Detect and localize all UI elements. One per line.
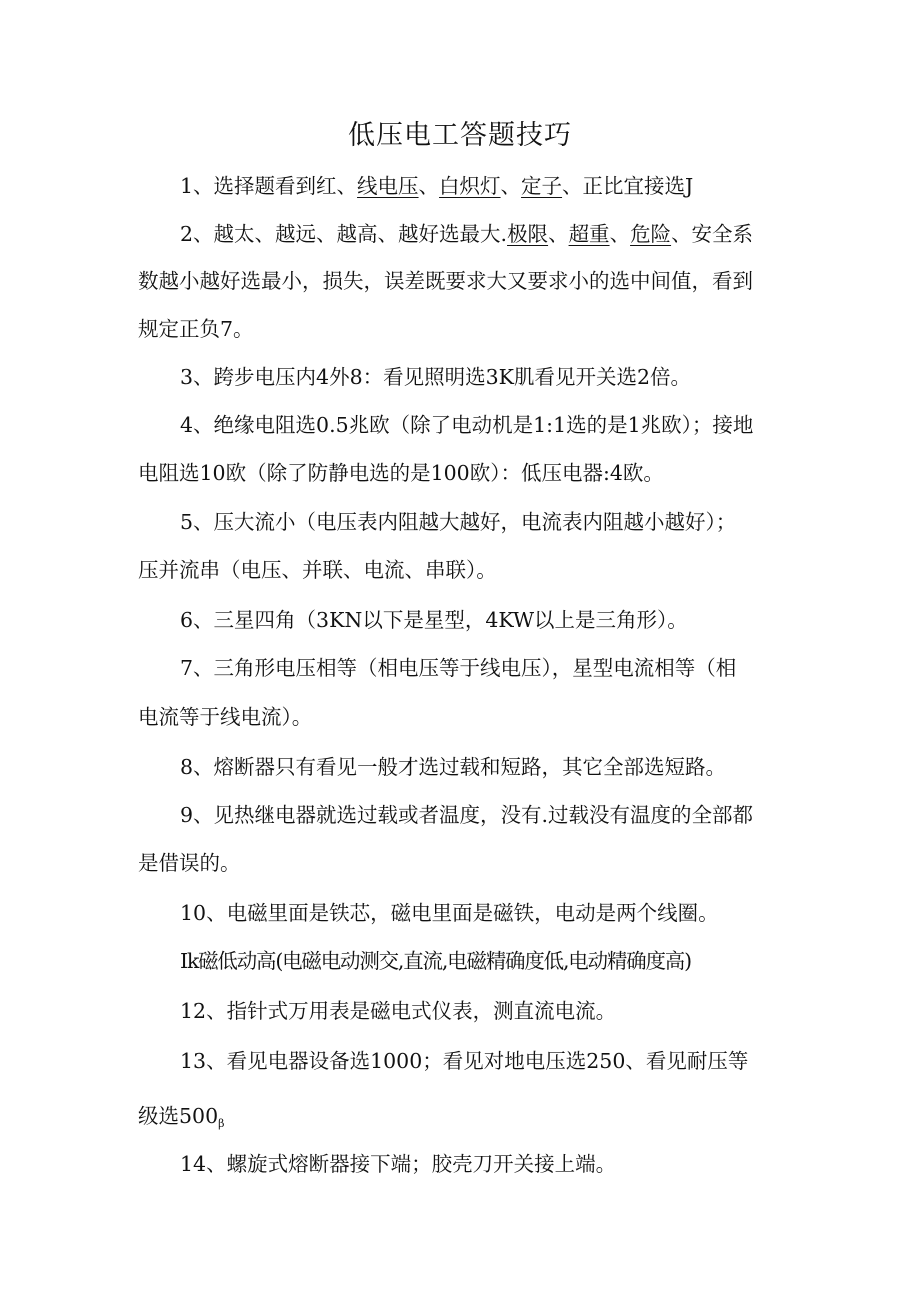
item-1-separator: 、: [418, 174, 440, 198]
item-5-line-2: 压并流串（电压、并联、电流、串联）。: [138, 558, 497, 582]
item-4-line-2: 电阻选10欧（除了防静电选的是100欧）：低压电器:4欧。: [138, 461, 664, 485]
item-1-prefix: 1、选择题看到红、: [180, 174, 358, 198]
item-2-suffix: 、安全系: [671, 222, 754, 246]
item-2-prefix: 2、越太、越远、越高、越好选最大.: [180, 222, 508, 246]
item-10: 10、电磁里面是铁芯，磁电里面是磁铁，电动是两个线圈。: [180, 901, 719, 925]
item-4-line-1: 4、绝缘电阻选0.5兆欧（除了电动机是1:1选的是1兆欧）；接地: [180, 413, 754, 437]
item-1-underlined-term: 线电压: [357, 174, 419, 198]
item-2-underlined-term: 危险: [630, 222, 672, 246]
item-5-line-1: 5、压大流小（电压表内阻越大越好，电流表内阻越小越好）；: [180, 510, 737, 534]
item-13-subscript: β: [218, 1117, 225, 1130]
item-9-line-2: 是借误的。: [138, 851, 241, 875]
item-3: 3、跨步电压内4外8：看见照明选3K肌看见开关选2倍。: [180, 365, 692, 389]
item-2-separator: 、: [609, 222, 631, 246]
item-7-line-2: 电流等于线电流）。: [138, 705, 313, 729]
item-11: Ik磁低动高(电磁电动测交,直流,电磁精确度低,电动精确度高): [180, 949, 691, 973]
item-13-line-2-text: 级选500: [138, 1104, 219, 1128]
item-1-suffix: 、正比宜接选J: [562, 174, 694, 198]
item-2-line-3: 规定正负7。: [138, 317, 254, 341]
item-1-underlined-term: 定子: [521, 174, 563, 198]
item-1: [180, 171, 693, 201]
item-9-line-1: 9、见热继电器就选过载或者温度，没有.过载没有温度的全部都: [180, 803, 754, 827]
item-2-underlined-term: 极限: [507, 222, 549, 246]
item-2-line-2: 数越小越好选最小，损失，误差既要求大又要求小的选中间值，看到: [138, 269, 753, 293]
document-title: 低压电工答题技巧: [348, 120, 572, 151]
item-13-line-1: 13、看见电器设备选1000；看见对地电压选250、看见耐压等: [180, 1049, 749, 1073]
item-1-underlined-term: 白炽灯: [439, 174, 501, 198]
item-14: 14、螺旋式熔断器接下端；胶壳刀开关接上端。: [180, 1152, 617, 1176]
item-6: 6、三星四角（3KN以下是星型，4KW以上是三角形）。: [180, 608, 688, 632]
item-8: 8、熔断器只有看见一般才选过载和短路，其它全部选短路。: [180, 755, 727, 779]
item-2-separator: 、: [548, 222, 569, 246]
item-13-line-2: [138, 1101, 225, 1139]
item-7-line-1: 7、三角形电压相等（相电压等于线电压），星型电流相等（相: [180, 656, 737, 680]
item-2-line-1: [180, 219, 753, 249]
item-2-underlined-term: 超重: [568, 222, 610, 246]
item-12: 12、指针式万用表是磁电式仪表，测直流电流。: [180, 999, 617, 1023]
item-1-separator: 、: [500, 174, 522, 198]
